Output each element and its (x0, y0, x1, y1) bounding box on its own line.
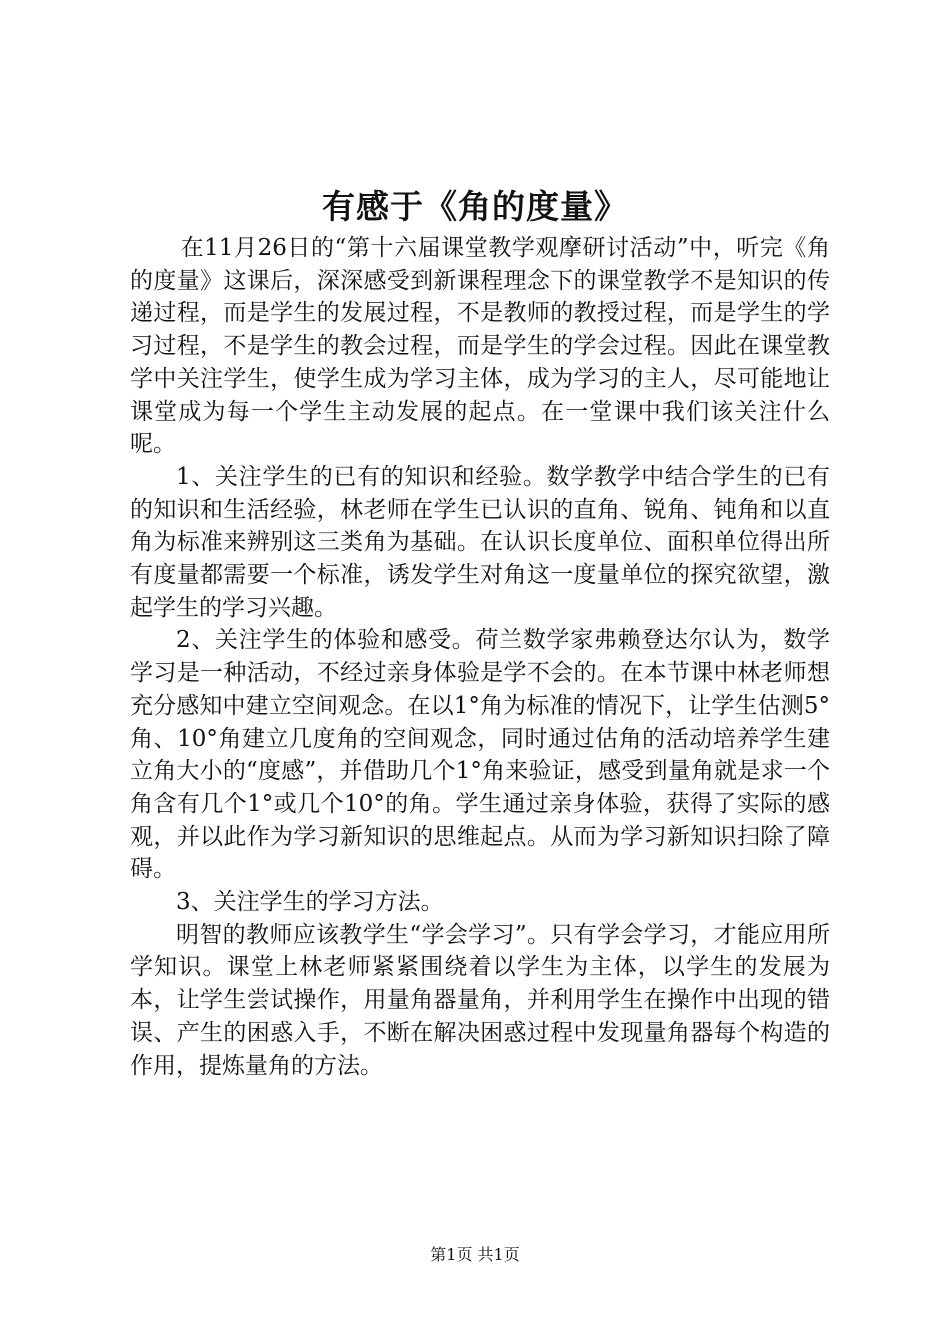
paragraph-point-3-body: 明智的教师应该教学生“学会学习”。只有学会学习，才能应用所学知识。课堂上林老师紧紧围绕着以学生为主体，以学生的发展为本，让学生尝试操作，用量角器量角，并利用学生在操作中出现的错误、产生的困惑入手，不断在解决困惑过程中发现量角器每个构造的作用，提炼量角的方法。 (130, 921, 830, 1079)
page-footer: 第1页 共1页 (430, 1245, 520, 1264)
document-body (130, 232, 830, 1082)
paragraph-point-1: 1、关注学生的已有的知识和经验。数学教学中结合学生的已有的知识和生活经验，林老师在学生已认识的直角、锐角、钝角和以直角为标准来辨别这三类角为基础。在认识长度单位、面积单位得出所有度量都需要一个标准，诱发学生对角这一度量单位的探究欲望，激起学生的学习兴趣。 (130, 463, 830, 621)
paragraph-intro: 在11月26日的“第十六届课堂教学观摩研讨活动”中，听完《角的度量》这课后，深深感受到新课程理念下的课堂教学不是知识的传递过程，而是学生的发展过程，不是教师的教授过程，而是学生的学习过程，不是学生的教会过程，而是学生的学会过程。因此在课堂教学中关注学生，使学生成为学习主体，成为学习的主人，尽可能地让课堂成为每一个学生主动发展的起点。在一堂课中我们该关注什么呢。 (130, 235, 830, 458)
paragraph-point-2: 2、关注学生的体验和感受。荷兰数学家弗赖登达尔认为，数学学习是一种活动，不经过亲身体验是学不会的。在本节课中林老师想充分感知中建立空间观念。在以1°角为标准的情况下，让学生估测5°角、10°角建立几度角的空间观念，同时通过估角的活动培养学生建立角大小的“度感”，并借助几个1°角来验证，感受到量角就是求一个角含有几个1°或几个10°的角。学生通过亲身体验，获得了实际的感观，并以此作为学习新知识的思维起点。从而为学习新知识扫除了障碍。 (130, 627, 830, 883)
paragraph-point-3-heading: 3、关注学生的学习方法。 (176, 889, 444, 916)
document-title: 有感于《角的度量》 (322, 187, 628, 226)
